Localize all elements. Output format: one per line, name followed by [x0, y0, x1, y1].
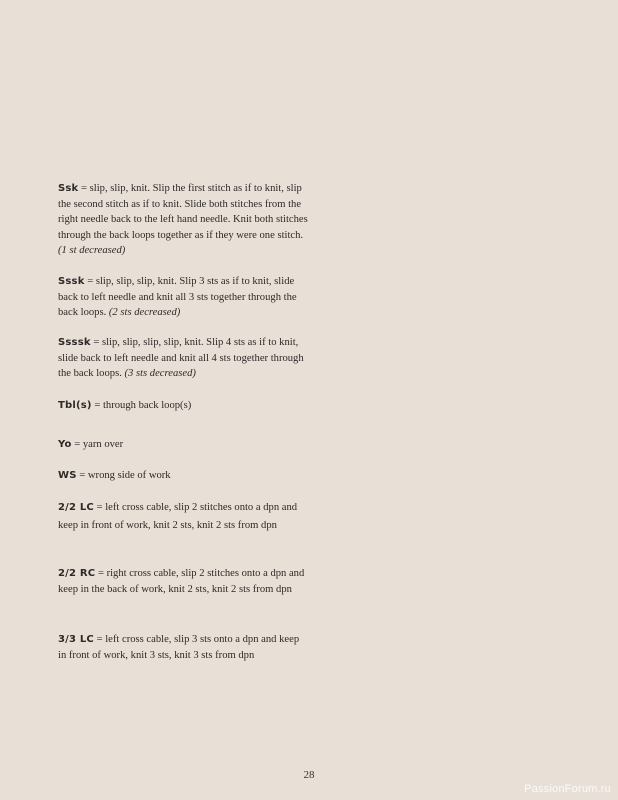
glossary-entry-tbl: [58, 398, 308, 414]
glossary-note: (2 sts decreased): [108, 307, 181, 319]
glossary-entry-ws: [58, 468, 308, 484]
glossary-definition: = wrong side of work: [76, 470, 171, 481]
glossary-definition: = through back loop(s): [91, 400, 192, 411]
glossary-term: Ssk: [58, 183, 79, 194]
glossary-entry-ssssk: [58, 335, 308, 382]
glossary-note: (1 st decreased): [58, 245, 126, 257]
glossary-definition: = right cross cable, slip 2 stitches onto a dpn and keep in the back of work, knit 2 sts, knit 2 sts from dpn: [58, 568, 305, 595]
glossary-definition: = slip, slip, knit. Slip the first stitch as if to knit, slip the second stitch as if to knit. Slide both stitches from the right needle back to the left hand needle. Knit both stitches through the back loops together as if they were one stitch.: [58, 183, 308, 241]
glossary-term: Sssk: [58, 276, 85, 287]
glossary-term: Ssssk: [58, 337, 91, 348]
glossary-entry-2-2-lc: [58, 499, 308, 535]
glossary-definition: = slip, slip, slip, slip, knit. Slip 4 sts as if to knit, slide back to left needle and knit all 4 sts together through the back loops.: [58, 337, 304, 380]
glossary-entry-2-2-rc: [58, 566, 308, 597]
glossary-definition: = left cross cable, slip 3 sts onto a dpn and keep in front of work, knit 3 sts, knit 3 sts from dpn: [58, 634, 300, 661]
glossary-entry-yo: [58, 437, 308, 453]
glossary-term: 2/2 RC: [58, 568, 96, 579]
glossary-term: WS: [58, 470, 77, 481]
glossary-entry-sssk: [58, 274, 308, 321]
glossary-definition: = left cross cable, slip 2 stitches onto a dpn and keep in front of work, knit 2 sts, knit 2 sts from dpn: [58, 502, 298, 531]
glossary-term: Yo: [58, 439, 72, 450]
glossary-term: 3/3 LC: [58, 634, 94, 645]
glossary-note: (3 sts decreased): [124, 368, 196, 380]
watermark: PassionForum.ru: [524, 783, 611, 795]
page-number: 28: [303, 769, 315, 781]
glossary-entry-3-3-lc: [58, 632, 308, 663]
glossary-term: Tbl(s): [58, 400, 92, 411]
glossary-definition: = slip, slip, slip, knit. Slip 3 sts as if to knit, slide back to left needle and knit all 3 sts together through the back loops.: [58, 276, 297, 319]
glossary-term: 2/2 LC: [58, 502, 94, 513]
glossary-entry-ssk: [58, 181, 308, 259]
glossary-definition: = yarn over: [71, 439, 124, 450]
